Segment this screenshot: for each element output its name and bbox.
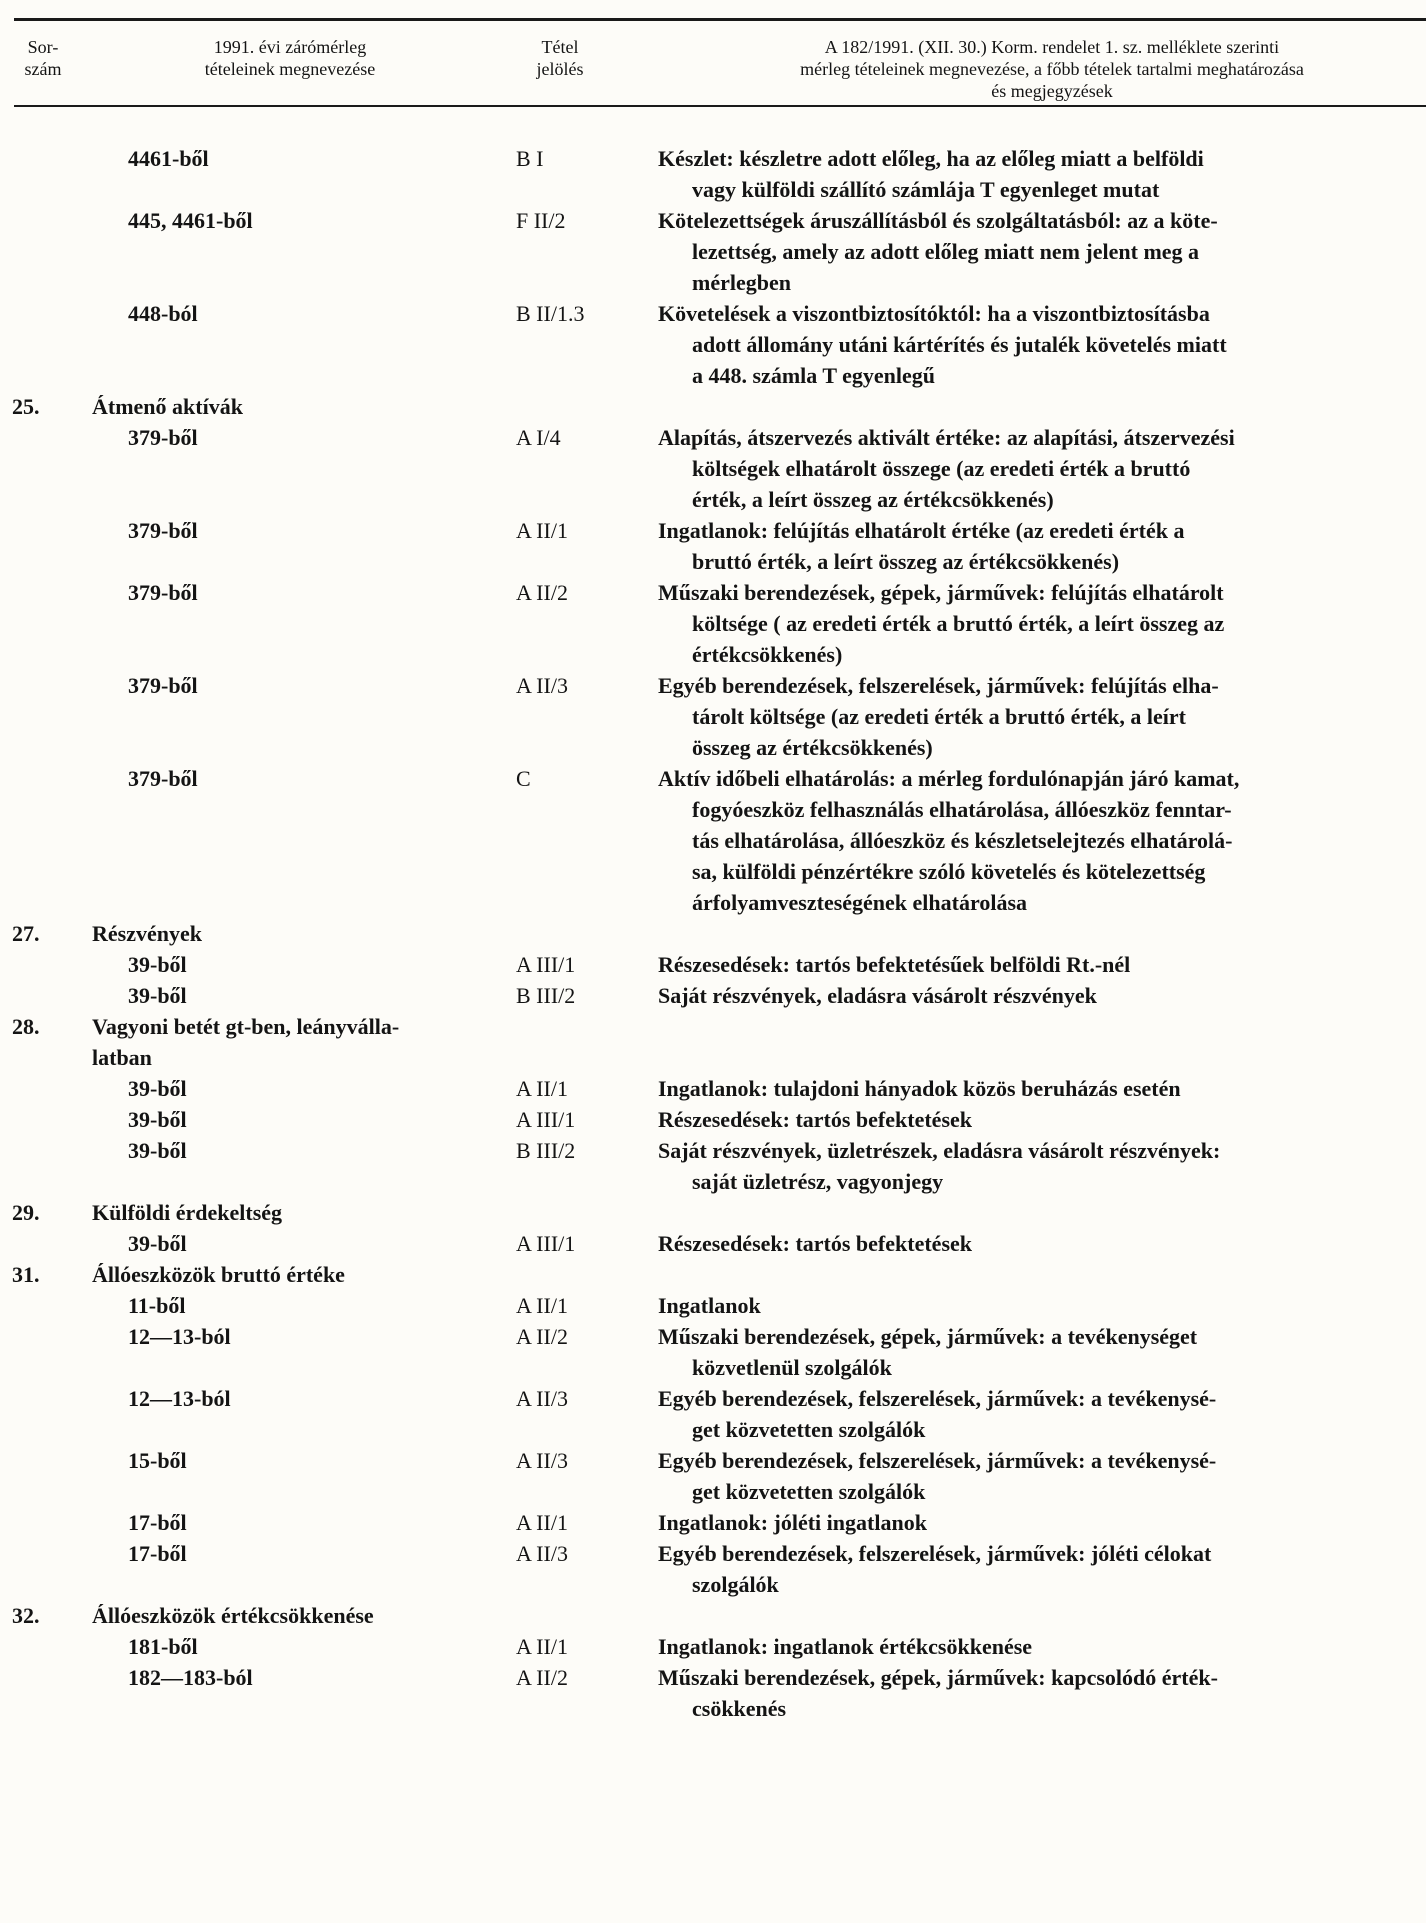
row-title: 17-ből bbox=[128, 1541, 187, 1566]
description-line: Egyéb berendezések, felszerelések, járművek: a tevékenysé- bbox=[658, 1386, 1217, 1411]
row-title: 379-ből bbox=[128, 580, 198, 605]
row-title: 12—13-ból bbox=[128, 1324, 231, 1349]
row-code: A II/1 bbox=[516, 1076, 568, 1101]
description-line: tárolt költsége (az eredeti érték a bruttó érték, a leírt bbox=[692, 704, 1187, 729]
row-description bbox=[658, 1321, 1366, 1383]
row-description bbox=[658, 1197, 1366, 1228]
table-row bbox=[0, 1135, 1426, 1197]
row-title: Részvények bbox=[92, 921, 202, 946]
row-title: 182—183-ból bbox=[128, 1665, 253, 1690]
row-title: 379-ből bbox=[128, 425, 198, 450]
description-line: tás elhatárolása, állóeszköz és készletselejtezés elhatárolá- bbox=[692, 828, 1233, 853]
row-code: A III/1 bbox=[516, 952, 576, 977]
row-description bbox=[658, 1228, 1366, 1259]
row-title: 39-ből bbox=[128, 1231, 187, 1256]
description-line: Műszaki berendezések, gépek, járművek: felújítás elhatárolt bbox=[658, 580, 1224, 605]
description-line: Alapítás, átszervezés aktivált értéke: az alapítási, átszervezési bbox=[658, 425, 1235, 450]
row-code: A II/2 bbox=[516, 580, 568, 605]
row-description bbox=[658, 1600, 1366, 1631]
table-row bbox=[0, 1445, 1426, 1507]
row-title: 445, 4461-ből bbox=[128, 208, 253, 233]
row-code bbox=[496, 1011, 658, 1073]
description-line: Egyéb berendezések, felszerelések, járművek: jóléti célokat bbox=[658, 1541, 1212, 1566]
row-number bbox=[0, 980, 56, 1011]
row-description bbox=[658, 1011, 1366, 1073]
row-title: 448-ból bbox=[128, 301, 198, 326]
description-line: Kötelezettségek áruszállításból és szolgáltatásból: az a köte- bbox=[658, 208, 1218, 233]
row-description bbox=[658, 1073, 1366, 1104]
row-description bbox=[658, 1445, 1366, 1507]
description-line: get közvetetten szolgálók bbox=[692, 1417, 926, 1442]
row-number bbox=[0, 1104, 56, 1135]
row-code: A II/1 bbox=[516, 1634, 568, 1659]
row-description bbox=[658, 763, 1366, 918]
row-number: 29. bbox=[12, 1200, 40, 1225]
row-title: 11-ből bbox=[128, 1293, 186, 1318]
row-description bbox=[658, 1631, 1366, 1662]
row-code: B III/2 bbox=[516, 1138, 576, 1163]
row-number bbox=[0, 670, 56, 763]
description-line: szolgálók bbox=[692, 1572, 779, 1597]
table-row bbox=[0, 1538, 1426, 1600]
row-code: A II/3 bbox=[516, 1386, 568, 1411]
row-code: A II/2 bbox=[516, 1324, 568, 1349]
header-tetel-jeloles: Tétel jelölés bbox=[536, 37, 584, 79]
row-number: 27. bbox=[12, 921, 40, 946]
row-title: 4461-ből bbox=[128, 146, 209, 171]
description-line: Ingatlanok bbox=[658, 1293, 761, 1318]
description-line: Részesedések: tartós befektetésűek belföldi Rt.-nél bbox=[658, 952, 1131, 977]
row-title: Átmenő aktívák bbox=[92, 394, 243, 419]
row-description bbox=[658, 949, 1366, 980]
row-number bbox=[0, 1383, 56, 1445]
table-row bbox=[0, 1662, 1426, 1724]
section-row bbox=[0, 918, 1426, 949]
table-row bbox=[0, 1507, 1426, 1538]
row-description bbox=[658, 298, 1366, 391]
header-tetelek-1991: 1991. évi zárómérleg tételeinek megnevezése bbox=[204, 37, 376, 79]
description-line: értékcsökkenés) bbox=[692, 642, 843, 667]
row-description bbox=[658, 918, 1366, 949]
description-line: összeg az értékcsökkenés) bbox=[692, 735, 933, 760]
row-description bbox=[658, 980, 1366, 1011]
row-number bbox=[0, 298, 56, 391]
table-row bbox=[0, 143, 1426, 205]
description-line: lezettség, amely az adott előleg miatt nem jelent meg a bbox=[692, 239, 1200, 264]
row-description bbox=[658, 1538, 1366, 1600]
table-row bbox=[0, 1383, 1426, 1445]
header-sorszam: Sor- szám bbox=[24, 37, 62, 79]
row-description bbox=[658, 143, 1366, 205]
description-line: vagy külföldi szállító számlája T egyenleget mutat bbox=[692, 177, 1160, 202]
description-line: csökkenés bbox=[692, 1696, 787, 1721]
row-title: 12—13-ból bbox=[128, 1386, 231, 1411]
row-number bbox=[0, 1135, 56, 1197]
table-row bbox=[0, 577, 1426, 670]
row-number bbox=[0, 949, 56, 980]
table-body bbox=[0, 143, 1426, 1724]
table-row bbox=[0, 763, 1426, 918]
row-title: 17-ből bbox=[128, 1510, 187, 1535]
description-line: Egyéb berendezések, felszerelések, járművek: a tevékenysé- bbox=[658, 1448, 1217, 1473]
row-description bbox=[658, 1135, 1366, 1197]
description-line: Részesedések: tartós befektetések bbox=[658, 1107, 973, 1132]
description-line: Saját részvények, üzletrészek, eladásra vásárolt részvények: bbox=[658, 1138, 1221, 1163]
row-description bbox=[658, 1104, 1366, 1135]
section-row bbox=[0, 1197, 1426, 1228]
description-line: Követelések a viszontbiztosítóktól: ha a viszontbiztosításba bbox=[658, 301, 1210, 326]
row-description bbox=[658, 515, 1366, 577]
table-row bbox=[0, 1228, 1426, 1259]
row-code: A II/3 bbox=[516, 1448, 568, 1473]
row-description bbox=[658, 1662, 1366, 1724]
row-number bbox=[0, 1631, 56, 1662]
row-title: 379-ből bbox=[128, 766, 198, 791]
row-code: B II/1.3 bbox=[516, 301, 585, 326]
table-row bbox=[0, 515, 1426, 577]
description-line: saját üzletrész, vagyonjegy bbox=[692, 1169, 944, 1194]
description-line: Műszaki berendezések, gépek, járművek: kapcsolódó érték- bbox=[658, 1665, 1218, 1690]
table-row bbox=[0, 980, 1426, 1011]
row-code: A II/3 bbox=[516, 1541, 568, 1566]
table-row bbox=[0, 1104, 1426, 1135]
table-row bbox=[0, 949, 1426, 980]
description-line: Ingatlanok: ingatlanok értékcsökkenése bbox=[658, 1634, 1033, 1659]
row-number bbox=[0, 1228, 56, 1259]
description-line: árfolyamveszteségének elhatárolása bbox=[692, 890, 1028, 915]
row-title: 181-ből bbox=[128, 1634, 198, 1659]
row-number: 28. bbox=[12, 1014, 40, 1039]
section-row bbox=[0, 1600, 1426, 1631]
row-code bbox=[496, 1197, 658, 1228]
row-number: 32. bbox=[12, 1603, 40, 1628]
row-code bbox=[496, 918, 658, 949]
row-code: A II/1 bbox=[516, 1293, 568, 1318]
row-title: 379-ből bbox=[128, 673, 198, 698]
row-title: Állóeszközök bruttó értéke bbox=[92, 1262, 345, 1287]
row-code: B III/2 bbox=[516, 983, 576, 1008]
table-row bbox=[0, 1073, 1426, 1104]
description-line: mérlegben bbox=[692, 270, 791, 295]
row-number bbox=[0, 1445, 56, 1507]
description-line: Műszaki berendezések, gépek, járművek: a tevékenységet bbox=[658, 1324, 1198, 1349]
row-title: Külföldi érdekeltség bbox=[92, 1200, 283, 1225]
table-row bbox=[0, 1631, 1426, 1662]
row-description bbox=[658, 577, 1366, 670]
row-code: A III/1 bbox=[516, 1231, 576, 1256]
row-title: 39-ből bbox=[128, 1076, 187, 1101]
row-description bbox=[658, 205, 1366, 298]
description-line: Részesedések: tartós befektetések bbox=[658, 1231, 973, 1256]
row-code: A III/1 bbox=[516, 1107, 576, 1132]
description-line: Készlet: készletre adott előleg, ha az előleg miatt a belföldi bbox=[658, 146, 1204, 171]
table-row bbox=[0, 670, 1426, 763]
table-row bbox=[0, 205, 1426, 298]
row-number bbox=[0, 422, 56, 515]
row-code: A II/3 bbox=[516, 673, 568, 698]
row-title: 39-ből bbox=[128, 1107, 187, 1132]
row-number bbox=[0, 763, 56, 918]
row-title: 39-ből bbox=[128, 983, 187, 1008]
row-title: 39-ből bbox=[128, 952, 187, 977]
header-rule bbox=[14, 105, 1426, 107]
row-description bbox=[658, 391, 1366, 422]
description-line: Ingatlanok: jóléti ingatlanok bbox=[658, 1510, 927, 1535]
description-line: közvetlenül szolgálók bbox=[692, 1355, 892, 1380]
row-number bbox=[0, 1290, 56, 1321]
row-description bbox=[658, 422, 1366, 515]
row-code bbox=[496, 1259, 658, 1290]
row-number bbox=[0, 1073, 56, 1104]
description-line: Egyéb berendezések, felszerelések, járművek: felújítás elha- bbox=[658, 673, 1219, 698]
table-row bbox=[0, 1321, 1426, 1383]
description-line: a 448. számla T egyenlegű bbox=[692, 363, 936, 388]
row-title: 379-ből bbox=[128, 518, 198, 543]
section-row bbox=[0, 1011, 1426, 1073]
description-line: fogyóeszköz felhasználás elhatárolása, állóeszköz fenntar- bbox=[692, 797, 1232, 822]
table-row bbox=[0, 298, 1426, 391]
row-number bbox=[0, 1321, 56, 1383]
row-description bbox=[658, 1383, 1366, 1445]
row-code bbox=[496, 391, 658, 422]
section-row bbox=[0, 391, 1426, 422]
row-description bbox=[658, 1259, 1366, 1290]
description-line: költsége ( az eredeti érték a bruttó érték, a leírt összeg az bbox=[692, 611, 1225, 636]
row-code: F II/2 bbox=[516, 208, 566, 233]
row-title: 15-ből bbox=[128, 1448, 187, 1473]
row-code bbox=[496, 1600, 658, 1631]
row-title: Vagyoni betét gt-ben, leányválla- latban bbox=[92, 1014, 400, 1070]
description-line: get közvetetten szolgálók bbox=[692, 1479, 926, 1504]
row-number bbox=[0, 143, 56, 205]
description-line: érték, a leírt összeg az értékcsökkenés) bbox=[692, 487, 1054, 512]
description-line: Saját részvények, eladásra vásárolt részvények bbox=[658, 983, 1097, 1008]
description-line: költségek elhatárolt összege (az eredeti érték a bruttó bbox=[692, 456, 1191, 481]
description-line: sa, külföldi pénzértékre szóló követelés és kötelezettség bbox=[692, 859, 1206, 884]
row-number bbox=[0, 1507, 56, 1538]
row-title: Állóeszközök értékcsökkenése bbox=[92, 1603, 374, 1628]
description-line: Ingatlanok: felújítás elhatárolt értéke (az eredeti érték a bbox=[658, 518, 1185, 543]
top-rule bbox=[14, 18, 1426, 21]
row-code: A II/2 bbox=[516, 1665, 568, 1690]
row-code: B I bbox=[516, 146, 544, 171]
row-number bbox=[0, 1538, 56, 1600]
row-title: 39-ből bbox=[128, 1138, 187, 1163]
description-line: bruttó érték, a leírt összeg az értékcsökkenés) bbox=[692, 549, 1120, 574]
row-description bbox=[658, 1290, 1366, 1321]
table-row bbox=[0, 422, 1426, 515]
row-number: 25. bbox=[12, 394, 40, 419]
row-code: C bbox=[516, 766, 531, 791]
row-description bbox=[658, 1507, 1366, 1538]
row-code: A II/1 bbox=[516, 1510, 568, 1535]
description-line: Ingatlanok: tulajdoni hányadok közös beruházás esetén bbox=[658, 1076, 1181, 1101]
row-number bbox=[0, 205, 56, 298]
description-line: adott állomány utáni kártérítés és jutalék követelés miatt bbox=[692, 332, 1227, 357]
row-number bbox=[0, 515, 56, 577]
row-description bbox=[658, 670, 1366, 763]
row-code: A II/1 bbox=[516, 518, 568, 543]
row-number bbox=[0, 1662, 56, 1724]
row-code: A I/4 bbox=[516, 425, 561, 450]
table-row bbox=[0, 1290, 1426, 1321]
description-line: Aktív időbeli elhatárolás: a mérleg fordulónapján járó kamat, bbox=[658, 766, 1240, 791]
row-number: 31. bbox=[12, 1262, 40, 1287]
row-number bbox=[0, 577, 56, 670]
section-row bbox=[0, 1259, 1426, 1290]
header-a182: A 182/1991. (XII. 30.) Korm. rendelet 1. sz. melléklete szerinti mérleg tételeinek megnevezése, a főbb tételek tartalmi meghatározása és megjegyzések bbox=[800, 37, 1304, 101]
